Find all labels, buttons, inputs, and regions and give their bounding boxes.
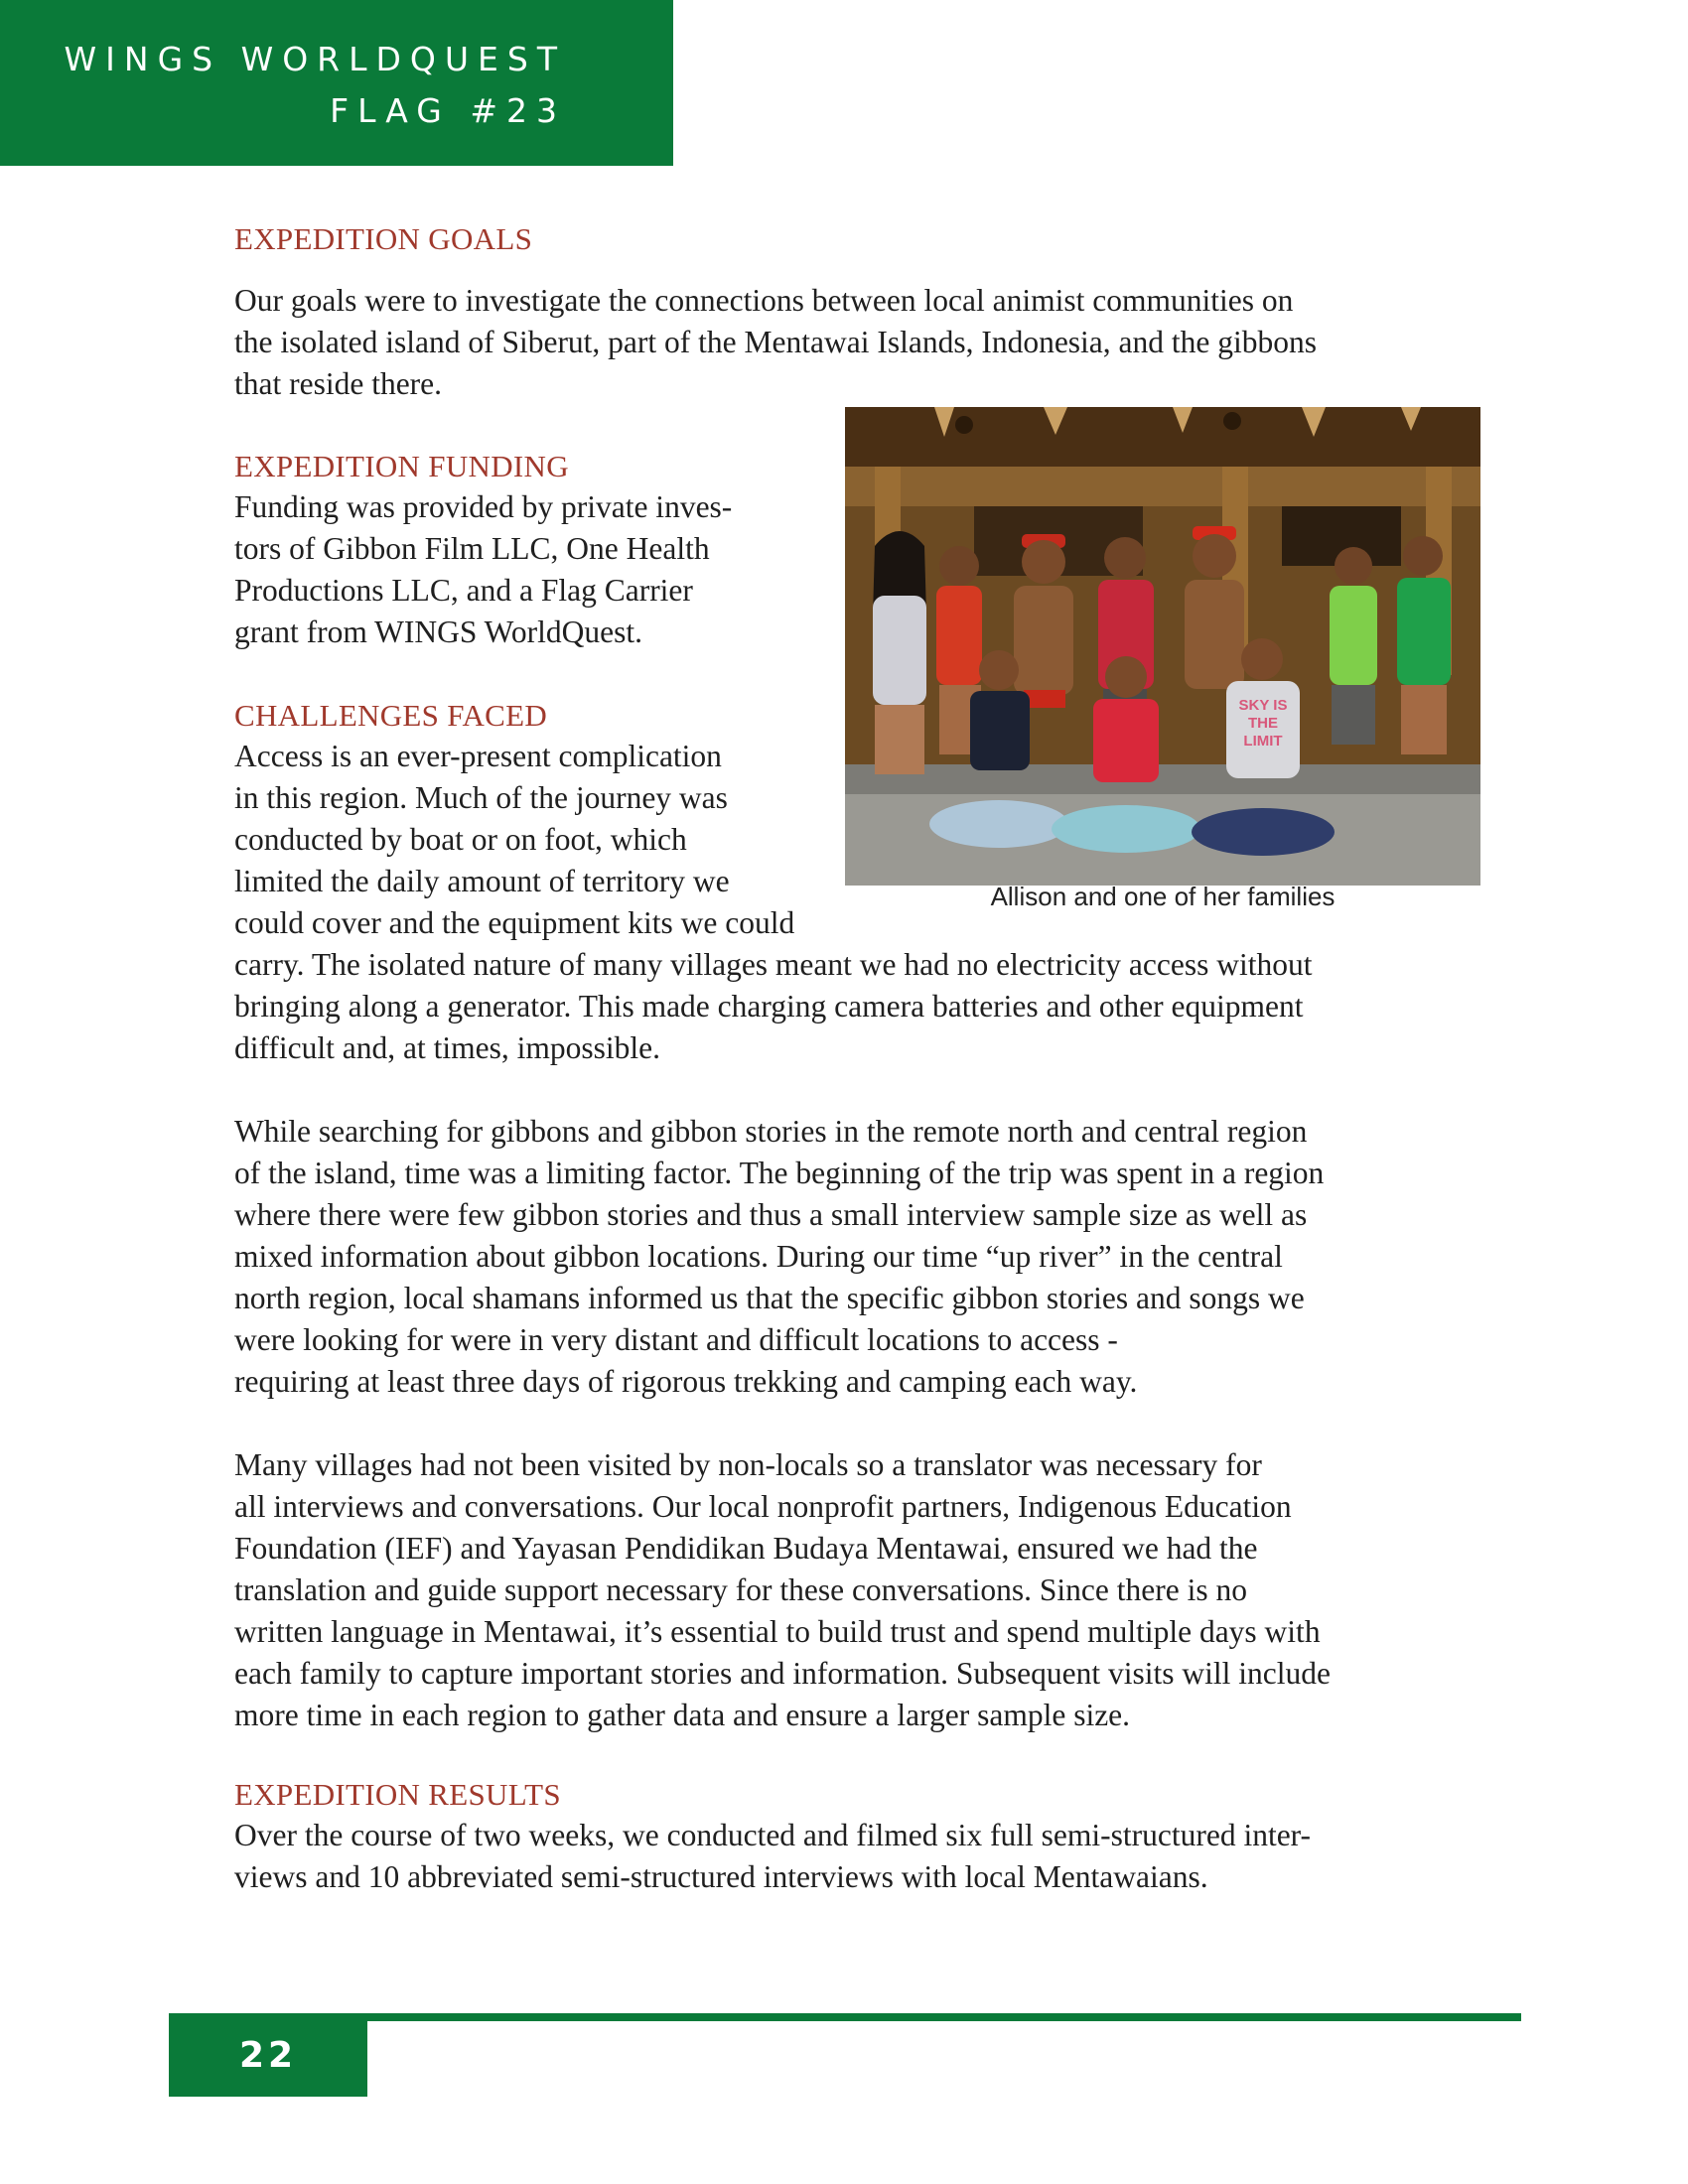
header-subtitle: FLAG #23 xyxy=(330,91,566,130)
text-line: tors of Gibbon Film LLC, One Health xyxy=(234,531,710,566)
text-line: carry. The isolated nature of many villages meant we had no electricity access without xyxy=(234,947,1313,982)
text-line: where there were few gibbon stories and thus a small interview sample size as well as xyxy=(234,1197,1308,1232)
text-line: bringing along a generator. This made charging camera batteries and other equipment xyxy=(234,989,1304,1024)
text-line: Productions LLC, and a Flag Carrier xyxy=(234,573,693,608)
text-line: Foundation (IEF) and Yayasan Pendidikan Budaya Mentawai, ensured we had the xyxy=(234,1531,1258,1566)
person-adult xyxy=(1014,534,1073,708)
text-line: difficult and, at times, impossible. xyxy=(234,1030,660,1065)
results-heading: EXPEDITION RESULTS xyxy=(234,1777,561,1812)
goals-heading: EXPEDITION GOALS xyxy=(234,221,533,256)
family-photo xyxy=(845,407,1480,886)
photo-caption: Allison and one of her families xyxy=(990,882,1336,911)
person-adult xyxy=(873,531,926,774)
text-line: the isolated island of Siberut, part of the Mentawai Islands, Indonesia, and the gibbons xyxy=(234,325,1318,359)
goals-paragraph xyxy=(234,280,1317,405)
text-line: written language in Mentawai, it’s essential to build trust and spend multiple days with xyxy=(234,1614,1321,1649)
page-number: 22 xyxy=(169,2013,367,2097)
person-adult xyxy=(1185,526,1244,689)
text-line: of the island, time was a limiting factor. The beginning of the trip was spent in a region xyxy=(234,1156,1325,1190)
text-line: limited the daily amount of territory we xyxy=(234,864,730,898)
text-line: requiring at least three days of rigorous trekking and camping each way. xyxy=(234,1364,1138,1399)
text-line: conducted by boat or on foot, which xyxy=(234,822,687,857)
text-line: north region, local shamans informed us that the specific gibbon stories and songs we xyxy=(234,1281,1305,1315)
text-line: Access is an ever-present complication xyxy=(234,739,722,773)
challenges-paragraph-3 xyxy=(234,1444,1331,1736)
text-line: that reside there. xyxy=(234,366,443,401)
text-line: mixed information about gibbon locations. During our time “up river” in the central xyxy=(234,1239,1283,1274)
text-line: Our goals were to investigate the connections between local animist communities on xyxy=(234,283,1294,318)
text-line: While searching for gibbons and gibbon stories in the remote north and central region xyxy=(234,1114,1308,1149)
text-line: Many villages had not been visited by non-locals so a translator was necessary for xyxy=(234,1447,1262,1482)
text-line: Funding was provided by private inves- xyxy=(234,489,733,524)
challenges-heading: CHALLENGES FACED xyxy=(234,698,548,733)
shirt-text: THE xyxy=(1248,715,1278,732)
shirt-text: LIMIT xyxy=(1243,733,1283,750)
text-line: could cover and the equipment kits we could xyxy=(234,905,795,940)
text-line: translation and guide support necessary for these conversations. Since there is no xyxy=(234,1572,1247,1607)
text-line: Over the course of two weeks, we conducted and filmed six full semi-structured inter- xyxy=(234,1818,1312,1852)
footer-rule xyxy=(169,2013,1521,2021)
funding-paragraph xyxy=(234,486,732,653)
challenges-paragraph-2 xyxy=(234,1111,1324,1403)
shirt-text: SKY IS xyxy=(1238,697,1288,714)
text-line: views and 10 abbreviated semi-structured interviews with local Mentawaians. xyxy=(234,1859,1208,1894)
text-line: more time in each region to gather data and ensure a larger sample size. xyxy=(234,1698,1131,1732)
header-band xyxy=(0,0,673,166)
text-line: each family to capture important stories and information. Subsequent visits will include xyxy=(234,1656,1332,1691)
header-title: WINGS WORLDQUEST xyxy=(64,40,566,78)
text-line: were looking for were in very distant and difficult locations to access - xyxy=(234,1322,1118,1357)
text-line: in this region. Much of the journey was xyxy=(234,780,728,815)
text-line: grant from WINGS WorldQuest. xyxy=(234,614,642,649)
text-line: all interviews and conversations. Our local nonprofit partners, Indigenous Education xyxy=(234,1489,1292,1524)
funding-heading: EXPEDITION FUNDING xyxy=(234,449,569,483)
results-paragraph xyxy=(234,1815,1311,1898)
